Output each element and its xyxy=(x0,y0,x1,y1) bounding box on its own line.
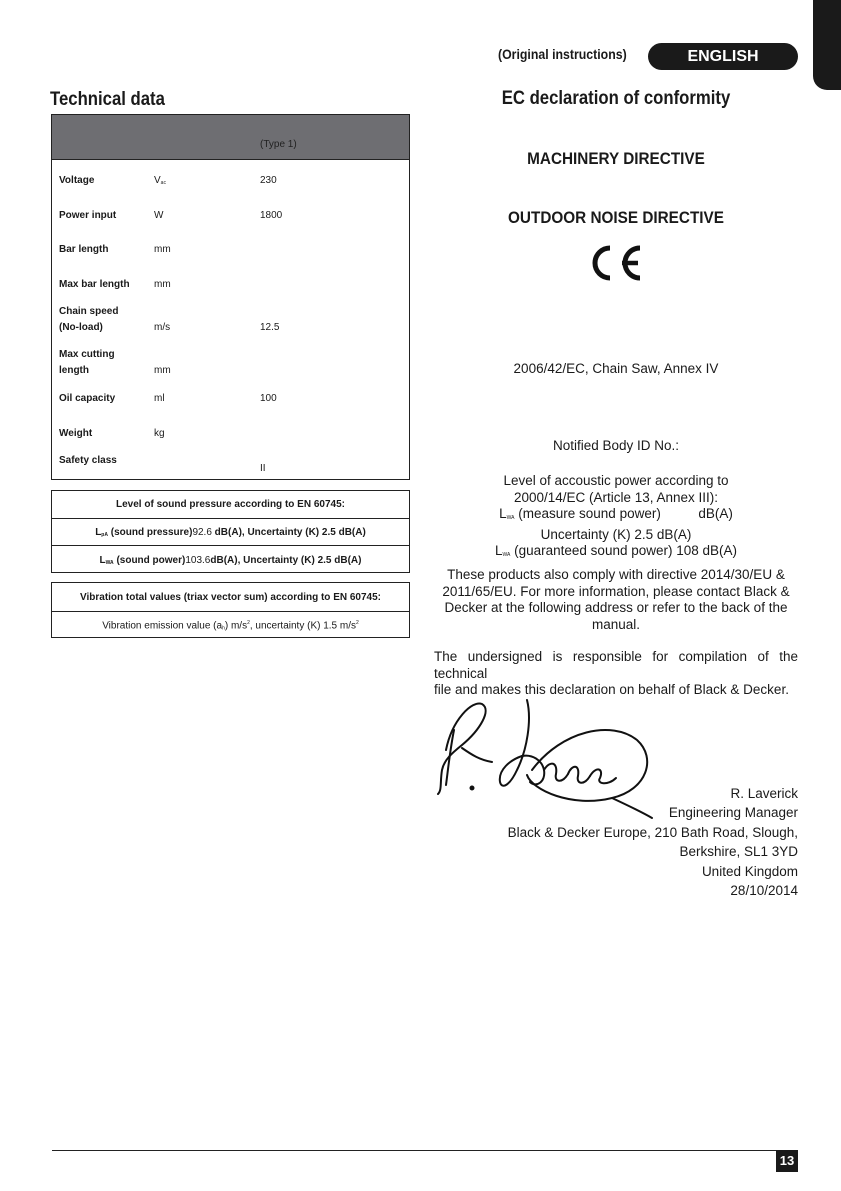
row-chain-speed-value: 12.5 xyxy=(260,322,280,333)
row-oil-label: Oil capacity xyxy=(59,393,116,404)
signatory-block xyxy=(508,784,798,900)
original-instructions-label: (Original instructions) xyxy=(498,46,627,62)
sound-pressure-box xyxy=(51,490,410,573)
row-oil-unit: ml xyxy=(154,393,165,404)
table-header xyxy=(52,115,409,160)
signatory-address-1: Black & Decker Europe, 210 Bath Road, Slough, xyxy=(507,824,798,840)
row-voltage-unit: $V_{ac}$ xyxy=(154,175,166,186)
sound-power-line: $L_{WA}$ (sound power)103.6dB(A), Uncertainty (K) 2.5 dB(A) xyxy=(99,555,362,566)
row-power-value: 1800 xyxy=(260,210,283,221)
row-weight-label: Weight xyxy=(59,428,93,439)
row-weight-unit: kg xyxy=(154,428,165,439)
signatory-title: Engineering Manager xyxy=(668,805,798,821)
page-number: 13 xyxy=(776,1150,798,1172)
ce-mark-icon xyxy=(586,243,646,283)
row-power-unit: W xyxy=(154,210,164,221)
row-safety-class-value: II xyxy=(260,463,266,474)
row-voltage-label: Voltage xyxy=(59,175,95,186)
ec-declaration-title: EC declaration of conformity xyxy=(501,88,731,109)
row-max-cutting-label: Max cutting length xyxy=(59,349,115,376)
row-max-bar-length-label: Max bar length xyxy=(59,279,130,290)
vibration-box xyxy=(51,582,410,638)
sound-pressure-line: $L_{pA}$ (sound pressure)92.6 dB(A), Uncertainty (K) 2.5 dB(A) xyxy=(95,527,366,538)
language-tab-edge xyxy=(813,0,841,90)
row-bar-length-label: Bar length xyxy=(59,244,109,255)
vibration-box-title: Vibration total values (triax vector sum) according to EN 60745: xyxy=(79,592,381,603)
type-label: (Type 1) xyxy=(260,139,297,150)
sound-box-title: Level of sound pressure according to EN 60745: xyxy=(116,499,345,510)
responsibility-paragraph: The undersigned is responsible for compilation of the technical file and makes this declaration on behalf of Black & Decker. xyxy=(434,649,798,697)
technical-data-heading: Technical data xyxy=(50,89,165,110)
row-max-bar-length-unit: mm xyxy=(154,279,171,290)
acoustic-power-block: Level of accoustic power according to 2000/14/EC (Article 13, Annex III): $L_{WA}$ (measure sound power) dB(A) Uncertainty (K) 2.5 dB(A) $L_{WA}$ (guaranteed sound power) 108 dB(A) xyxy=(494,473,738,558)
signatory-name: R. Laverick xyxy=(730,786,798,801)
language-badge: ENGLISH xyxy=(648,43,798,70)
row-voltage-value: 230 xyxy=(260,175,277,186)
signatory-address-2: Berkshire, SL1 3YD xyxy=(679,844,798,860)
row-chain-speed-label: Chain speed (No-load) xyxy=(59,306,119,333)
technical-data-table xyxy=(51,114,410,480)
row-power-label: Power input xyxy=(59,210,117,221)
machinery-directive-heading: MACHINERY DIRECTIVE xyxy=(527,149,705,168)
signatory-date: 28/10/2014 xyxy=(730,883,798,899)
outdoor-noise-directive-heading: OUTDOOR NOISE DIRECTIVE xyxy=(508,208,724,227)
signatory-country: United Kingdom xyxy=(701,863,798,879)
notified-body-line: Notified Body ID No.: xyxy=(552,438,680,453)
row-oil-value: 100 xyxy=(260,393,277,404)
row-max-cutting-unit: mm xyxy=(154,365,171,376)
footer-rule xyxy=(52,1150,796,1151)
row-safety-class-label: Safety class xyxy=(59,455,117,466)
row-chain-speed-unit: m/s xyxy=(154,322,171,333)
compliance-paragraph: These products also comply with directive 2014/30/EU & 2011/65/EU. For more information, please contact Black & Decker at the following address or refer to the back of the manual. xyxy=(442,567,790,632)
row-bar-length-unit: mm xyxy=(154,244,171,255)
directive-annex-line: 2006/42/EC, Chain Saw, Annex IV xyxy=(513,361,719,376)
vibration-value-line: Vibration emission value $(a_h)$ $m/s^2$, uncertainty (K) 1.5 $m/s^2$ xyxy=(102,620,359,632)
